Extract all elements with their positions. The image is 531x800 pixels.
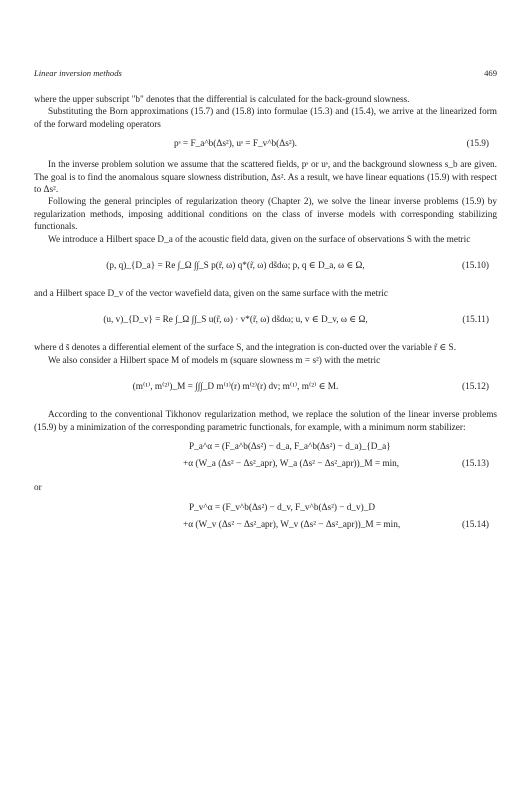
paragraph: Following the general principles of regularization theory (Chapter 2), we solve the linear inverse problems (15.9) by regularization methods, imposing additional conditions on the class of inverse models with corresponding stabilizing functionals. bbox=[34, 197, 497, 233]
connective-or: or bbox=[34, 483, 42, 494]
paragraph: and a Hilbert space D_v of the vector wavefield data, given on the same surface with the metric bbox=[34, 289, 388, 300]
paragraph: We introduce a Hilbert space D_a of the acoustic field data, given on the surface of observations S with the metric bbox=[48, 234, 471, 245]
equation-expression: +α (W_v (Δs² − Δs²_apr), W_v (Δs² − Δs²_apr))_M = min, bbox=[183, 519, 401, 530]
paragraph: where the upper subscript "b" denotes that the differential is calculated for the back-ground slowness. bbox=[34, 95, 410, 105]
paragraph: Substituting the Born approximations (15.7) and (15.8) into formulae (15.3) and (15.4), we arrive at the linearized form of the forward modeling operators bbox=[34, 107, 497, 130]
equation-expression: +α (W_a (Δs² − Δs²_apr), W_a (Δs² − Δs²_apr))_M = min, bbox=[183, 459, 400, 470]
equation-expression: pˢ = F_a^b(Δs²), uˢ = F_v^b(Δs²). bbox=[174, 139, 297, 150]
running-title: Linear inversion methods bbox=[34, 68, 122, 78]
equation-number: (15.9) bbox=[466, 139, 489, 150]
page-number: 469 bbox=[484, 68, 497, 78]
equation-expression: (p, q)_{D_a} = Re ∫_Ω ∫∫_S p(r̃, ω) q*(r̃, ω) ds̃dω; p, q ∈ D_a, ω ∈ Ω, bbox=[106, 261, 365, 272]
page-body bbox=[34, 94, 497, 543]
paragraph: According to the conventional Tikhonov regularization method, we replace the solution of the linear inverse problems (15.9) by a minimization of the corresponding parametric functionals, for example, with a minimum norm stabilizer: bbox=[34, 410, 497, 433]
equation-expression: (u, v)_{D_v} = Re ∫_Ω ∫∫_S u(r̃, ω) · v*(r̃, ω) ds̃dω; u, v ∈ D_v, ω ∈ Ω, bbox=[103, 315, 368, 326]
equation-15-13 bbox=[34, 441, 497, 475]
equation-number: (15.11) bbox=[462, 315, 489, 326]
equation-expression: P_a^α = (F_a^b(Δs²) − d_a, F_a^b(Δs²) − d_a)_{D_a} bbox=[189, 442, 391, 453]
equation-15-11 bbox=[34, 308, 497, 334]
equation-15-14 bbox=[34, 502, 497, 536]
equation-number: (15.10) bbox=[462, 261, 489, 272]
equation-15-10 bbox=[34, 254, 497, 280]
equation-number: (15.13) bbox=[462, 459, 489, 470]
running-header bbox=[34, 68, 497, 82]
equation-number: (15.12) bbox=[462, 382, 489, 393]
equation-number: (15.14) bbox=[462, 519, 489, 530]
equation-15-12 bbox=[34, 375, 497, 401]
equation-expression: (m⁽¹⁾, m⁽²⁾)_M = ∫∫∫_D m⁽¹⁾(r) m⁽²⁾(r) dv; m⁽¹⁾, m⁽²⁾ ∈ M. bbox=[132, 382, 339, 393]
paragraph: where d s̄ denotes a differential element of the surface S, and the integration is con-ducted over the variable r̃ ∈ S. bbox=[34, 343, 457, 354]
paragraph: In the inverse problem solution we assume that the scattered fields, pˢ or uˢ, and the background slowness s_b are given. The goal is to find the anomalous square slowness distribution, Δs². As a result, we have linear equations (15.9) with respect to Δs². bbox=[34, 160, 497, 196]
paragraph: We also consider a Hilbert space M of models m (square slowness m = s²) with the metric bbox=[48, 355, 381, 366]
equation-15-9 bbox=[34, 138, 497, 152]
equation-expression: P_v^α = (F_v^b(Δs²) − d_v, F_v^b(Δs²) − d_v)_D bbox=[189, 502, 376, 513]
